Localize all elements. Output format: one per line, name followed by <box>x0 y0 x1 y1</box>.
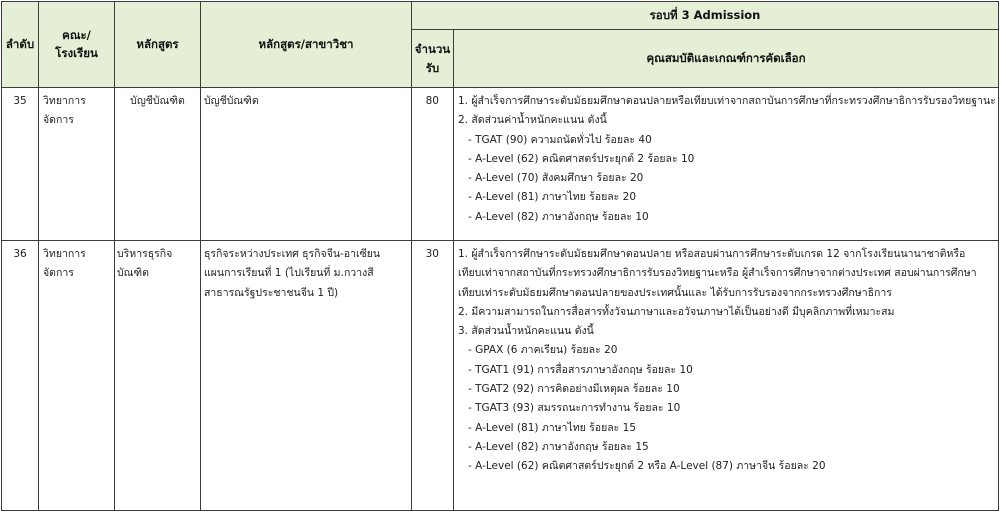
criteria-line: 1. ผู้สำเร็จการศึกษาระดับมัธยมศึกษาตอนปลาย หรือสอบผ่านการศึกษาระดับเกรด 12 จากโรงเรียนนานาชาติหรือ <box>458 248 966 260</box>
col-seats-label-2: รับ <box>425 60 440 75</box>
col-no-header: ลำดับ <box>2 2 39 88</box>
criteria-item: - A-Level (62) คณิตศาสตร์ประยุกต์ 2 ร้อยละ 10 <box>468 152 695 165</box>
criteria-item: - A-Level (62) คณิตศาสตร์ประยุกต์ 2 หรือ A-Level (87) ภาษาจีน ร้อยละ 20 <box>468 460 826 473</box>
row-program <box>201 241 412 511</box>
criteria-item: - A-Level (81) ภาษาไทย ร้อยละ 15 <box>468 421 637 434</box>
col-seats-label-1: จำนวน <box>414 41 451 56</box>
admission-table <box>1 1 999 511</box>
criteria-line: เทียบเท่าระดับมัธยมศึกษาตอนปลายของประเทศนั้นและ ได้รับการรับรองจากกระทรวงศึกษาธิการ <box>458 286 892 299</box>
criteria-item: - A-Level (81) ภาษาไทย ร้อยละ 20 <box>468 191 637 204</box>
criteria-item: - TGAT2 (92) การคิดอย่างมีเหตุผล ร้อยละ 10 <box>468 383 680 396</box>
criteria-item: - GPAX (6 ภาคเรียน) ร้อยละ 20 <box>468 344 618 357</box>
col-program-header: หลักสูตร/สาขาวิชา <box>201 2 412 88</box>
row-seats: 80 <box>412 88 454 241</box>
col-degree-header: หลักสูตร <box>115 2 201 88</box>
round-title-header: รอบที่ 3 Admission <box>412 2 999 30</box>
row-faculty: วิทยาการจัดการ <box>39 241 115 511</box>
row-degree: บริหารธุรกิจบัณฑิต <box>115 241 201 511</box>
program-line: แผนการเรียนที่ 1 (ไปเรียนที่ ม.กวางสี <box>204 267 374 280</box>
criteria-line: เทียบเท่าจากสถาบันที่กระทรวงศึกษาธิการรับรองวิทยฐานะหรือ ผู้สำเร็จการศึกษาจากต่างประเทศ สอบผ่านการศึกษา <box>458 267 977 280</box>
program-line: สาธารณรัฐประชาชนจีน 1 ปี) <box>204 286 339 299</box>
col-seats-header <box>412 30 454 88</box>
row-seats: 30 <box>412 241 454 511</box>
row-program <box>201 88 412 241</box>
row-criteria <box>454 241 999 511</box>
program-line: บัญชีบัณฑิต <box>204 95 259 107</box>
criteria-line: 2. มีความสามารถในการสื่อสารทั้งวัจนภาษาและอวัจนภาษาได้เป็นอย่างดี มีบุคลิกภาพที่เหมาะสม <box>458 305 895 318</box>
criteria-item: - A-Level (82) ภาษาอังกฤษ ร้อยละ 15 <box>468 440 649 453</box>
criteria-line: 3. สัดส่วนน้ำหนักคะแนน ดังนี้ <box>458 325 594 338</box>
table-row <box>2 88 999 241</box>
row-number: 35 <box>2 88 39 241</box>
criteria-item: - TGAT (90) ความถนัดทั่วไป ร้อยละ 40 <box>468 133 652 146</box>
table-row <box>2 241 999 511</box>
criteria-line: 2. สัดส่วนค่าน้ำหนักคะแนน ดังนี้ <box>458 114 607 127</box>
row-number: 36 <box>2 241 39 511</box>
criteria-item: - A-Level (82) ภาษาอังกฤษ ร้อยละ 10 <box>468 210 649 223</box>
row-criteria <box>454 88 999 241</box>
row-degree: บัญชีบัณฑิต <box>115 88 201 241</box>
row-faculty: วิทยาการจัดการ <box>39 88 115 241</box>
program-line: ธุรกิจระหว่างประเทศ ธุรกิจจีน-อาเซียน <box>204 248 381 260</box>
col-faculty-header: คณะ/โรงเรียน <box>39 2 115 88</box>
col-criteria-header: คุณสมบัติและเกณฑ์การคัดเลือก <box>454 30 999 88</box>
criteria-item: - TGAT1 (91) การสื่อสารภาษาอังกฤษ ร้อยละ 10 <box>468 363 693 376</box>
criteria-item: - A-Level (70) สังคมศึกษา ร้อยละ 20 <box>468 172 644 185</box>
criteria-line: 1. ผู้สำเร็จการศึกษาระดับมัธยมศึกษาตอนปลายหรือเทียบเท่าจากสถาบันการศึกษาที่กระทรวงศึกษาธิการรับรองวิทยฐานะ <box>458 95 996 107</box>
criteria-item: - TGAT3 (93) สมรรถนะการทำงาน ร้อยละ 10 <box>468 402 681 415</box>
